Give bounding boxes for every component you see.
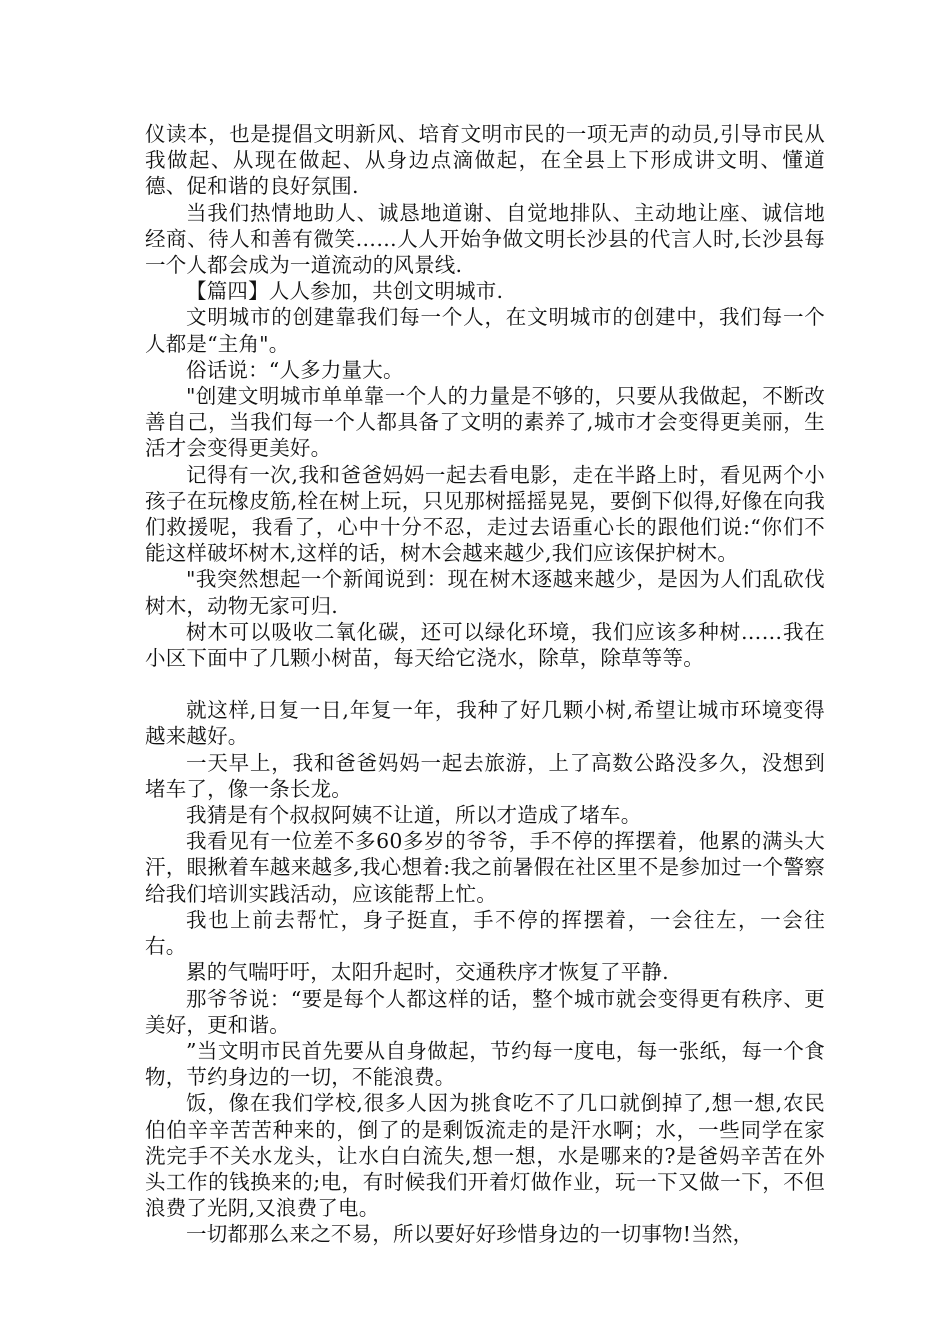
paragraph: ”当文明市民首先要从自身做起，节约每一度电，每一张纸，每一个食物，节约身边的一切，不能浪费。 <box>145 1038 825 1090</box>
paragraph: 那爷爷说：“要是每个人都这样的话，整个城市就会变得更有秩序、更美好，更和谐。 <box>145 986 825 1037</box>
paragraph: 俗话说：“人多力量大。 <box>186 357 404 382</box>
paragraph: 仪读本，也是提倡文明新风、培育文明市民的一项无声的动员,引导市民从我做起、从现在做起、从身边点滴做起，在全县上下形成讲文明、懂道德、促和谐的良好氛围. <box>145 122 825 199</box>
paragraph: "我突然想起一个新闻说到：现在树木逐越来越少，是因为人们乱砍伐树木，动物无家可归. <box>145 567 825 618</box>
paragraph: 我也上前去帮忙，身子挺直，手不停的挥摆着，一会往左，一会往右。 <box>145 907 825 959</box>
paragraph: 当我们热情地助人、诚恳地道谢、自觉地排队、主动地让座、诚信地经商、待人和善有微笑……人人开始争做文明长沙县的代言人时,长沙县每一个人都会成为一道流动的风景线. <box>145 200 825 278</box>
paragraph: 就这样,日复一日,年复一年，我种了好几颗小树,希望让城市环境变得越来越好。 <box>145 698 825 749</box>
paragraph: 饭，像在我们学校,很多人因为挑食吃不了几口就倒掉了,想一想,农民伯伯辛辛苦苦种来的，倒了的是剩饭流走的是汗水啊；水，一些同学在家洗完手不关水龙头，让水白白流失,想一想，水是哪来的?是爸妈辛苦在外头工作的钱换来的;电，有时候我们开着灯做作业，玩一下又做一下，不但浪费了光阴,又浪费了电。 <box>145 1091 825 1221</box>
paragraph: "创建文明城市单单靠一个人的力量是不够的，只要从我做起，不断改善自己，当我们每一个人都具备了文明的素养了,城市才会变得更美丽，生活才会变得更美好。 <box>145 384 825 461</box>
section-heading: 【篇四】人人参加，共创文明城市. <box>186 279 504 304</box>
paragraph: 一天早上，我和爸爸妈妈一起去旅游，上了高数公路没多久，没想到堵车了，像一条长龙。 <box>145 750 825 801</box>
paragraph: 文明城市的创建靠我们每一个人，在文明城市的创建中，我们每一个人都是“主角"。 <box>145 305 825 356</box>
paragraph: 我看见有一位差不多60多岁的爷爷，手不停的挥摆着，他累的满头大汗，眼揪着车越来越多,我心想着:我之前暑假在社区里不是参加过一个警察给我们培训实践活动，应该能帮上忙。 <box>145 829 825 906</box>
paragraph: 累的气喘吁吁，太阳升起时，交通秩序才恢复了平静. <box>186 960 669 985</box>
paragraph: 树木可以吸收二氧化碳，还可以绿化环境，我们应该多种树……我在小区下面中了几颗小树苗，每天给它浇水，除草，除草等等。 <box>145 619 825 671</box>
paragraph: 一切都那么来之不易，所以要好好珍惜身边的一切事物!当然， <box>186 1222 754 1247</box>
paragraph: 我猜是有个叔叔阿姨不让道，所以才造成了堵车。 <box>186 803 642 828</box>
document-body <box>145 121 825 1248</box>
paragraph: 记得有一次,我和爸爸妈妈一起去看电影，走在半路上时，看见两个小孩子在玩橡皮筋,栓在树上玩，只见那树摇摇晃晃，要倒下似得,好像在向我们救援呢，我看了，心中十分不忍，走过去语重心长的跟他们说:“你们不能这样破坏树木,这样的话，树木会越来越少,我们应该保护树木。 <box>145 462 825 566</box>
